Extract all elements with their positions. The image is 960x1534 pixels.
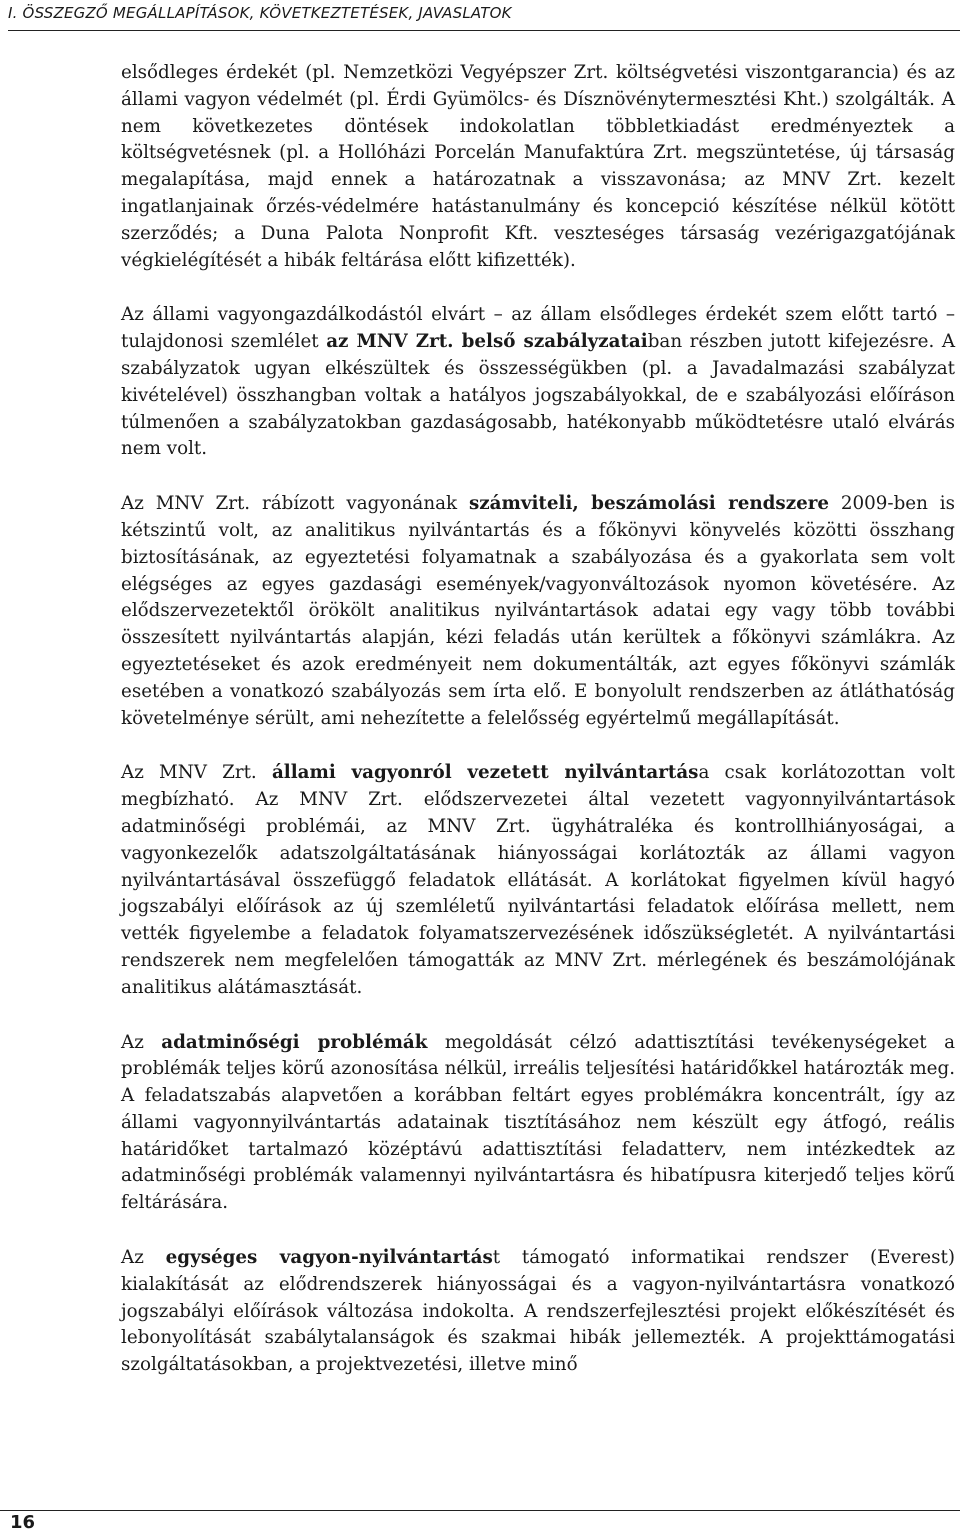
header-title: I. ÖSSZEGZŐ MEGÁLLAPÍTÁSOK, KÖVETKEZTETÉSEK, JAVASLATOK — [8, 4, 512, 22]
bold-phrase: adatminőségi problémák — [161, 1031, 428, 1053]
text-run: Az állami vagyongazdálkodástól elvárt – az állam elsődleges érdekét szem előtt tartó – tulajdonosi szemlélet — [121, 304, 955, 353]
paragraph — [121, 302, 955, 463]
text-run: t támogató informatikai rendszer (Everest) kialakítását az elődrendszerek hiányosságai és a vagyon-nyilvántartásra vonatkozó jogszabályi előírások változása indokolta. A rendszerfejlesztési projekt előkészítését és lebonyolítását szabálytalanságok és szakmai hibák jellemezték. A projekttámogatási szolgáltatásokban, a projektvezetési, illetve minő — [121, 1247, 955, 1376]
paragraph — [121, 1030, 955, 1218]
bold-phrase: számviteli, beszámolási rendszere — [468, 493, 829, 515]
text-run: Az — [121, 1247, 166, 1269]
text-run: Az MNV Zrt. — [121, 762, 272, 784]
text-run: a csak korlátozottan volt megbízható. Az MNV Zrt. elődszervezetei által vezetett vagyonnyilvántartások adatminőségi problémái, az MNV Zrt. ügyhátraléka és kontrollhiányoságai, a vagyonkezelők adatszolgáltatásának hiányosságai korlátozták az állami vagyon nyilvántartásával összefüggő feladatok ellátását. A korlátokat figyelmen kívül hagyó jogszabályi előírások az új szemléletű nyilvántartási feladatok előírása mellett, nem vették figyelembe a feladatok folyamatszervezésének időszükségletét. A nyilvántartási rendszerek nem megfelelően támogatták az MNV Zrt. mérlegének és beszámolójának analitikus alátámasztását. — [121, 762, 955, 998]
header-rule — [8, 30, 960, 31]
text-run: Az — [121, 1031, 162, 1053]
page-number: 16 — [10, 1512, 36, 1533]
paragraph — [121, 760, 955, 1001]
paragraph — [121, 491, 955, 732]
bold-phrase: állami vagyonról vezetett nyilvántartás — [271, 762, 699, 784]
text-run: megoldását célzó adattisztítási tevékenységeket a problémák teljes körű azonosítása nélkül, irreális teljesítési határidőkkel határozták meg. A feladatszabás alapvetően a korábban feltárt egyes problémákra koncentrált, így az állami vagyonnyilvántartás adatainak tisztításához nem készült egy átfogó, reális határidőket tartalmazó középtávú adattisztítási feladatterv, nem intézkedtek az adatminőségi problémák valamennyi nyilvántartásra és hibatípusra kiterjedő teljes körű feltárására. — [121, 1031, 955, 1214]
text-run: ban részben jutott kifejezésre. A szabályzatok ugyan elkészültek és összességükben (pl. a Javadalmazási szabályzat kivételével) összhangban voltak a hatályos jogszabályokkal, de e szabályozási előíráson túlmenően a szabályzatokban gazdaságosabb, hatékonyabb működtetésre utaló elvárás nem volt. — [121, 331, 956, 460]
bold-phrase: egységes vagyon-nyilvántartás — [165, 1247, 493, 1269]
paragraph — [121, 1245, 955, 1379]
body-text — [121, 60, 955, 1407]
bold-phrase: az MNV Zrt. belső szabályzatai — [326, 331, 648, 353]
page-header — [8, 2, 960, 32]
text-run: elsődleges érdekét (pl. Nemzetközi Vegyépszer Zrt. költségvetési viszontgarancia) és az állami vagyon védelmét (pl. Érdi Gyümölcs- és Dísznövénytermesztési Kht.) szolgálták. A nem következetes döntések indokolatlan többletkiadást eredményeztek a költségvetésnek (pl. a Hollóházi Porcelán Manufaktúra Zrt. megszüntetése, új társaság megalapítása, majd ennek a határozatnak a visszavonása; az MNV Zrt. kezelt ingatlanjainak őrzés-védelmére hatástanulmány és koncepció készítése nélkül kötött szerződés; a Duna Palota Nonprofit Kft. veszteséges társaság vezérigazgatójának végkielégítését a hibák feltárása előtt kifizették). — [121, 62, 955, 271]
text-run: Az MNV Zrt. rábízott vagyonának — [121, 493, 469, 515]
paragraph — [121, 60, 955, 274]
text-run: 2009-ben is kétszintű volt, az analitikus nyilvántartás és a főkönyvi könyvelés közötti összhang biztosításának, az egyeztetési folyamatnak a szabályozása és a gyakorlata sem volt elégséges az egyes gazdasági események/vagyonváltozások nyomon követésére. Az elődszervezetektől örökölt analitikus nyilvántartások adatai egy vagy több további összesített nyilvántartás alapján, kézi feladás után kerültek a főkönyvi számlákra. Az egyeztetéseket és azok eredményeit nem dokumentálták, azt egyes főkönyvi számlák esetében a vonatkozó szabályozás sem írta elő. E bonyolult rendszerben az átláthatóság követelménye sérült, ami nehezítette a felelősség egyértelmű megállapítását. — [121, 493, 955, 729]
footer-rule — [0, 1510, 960, 1511]
